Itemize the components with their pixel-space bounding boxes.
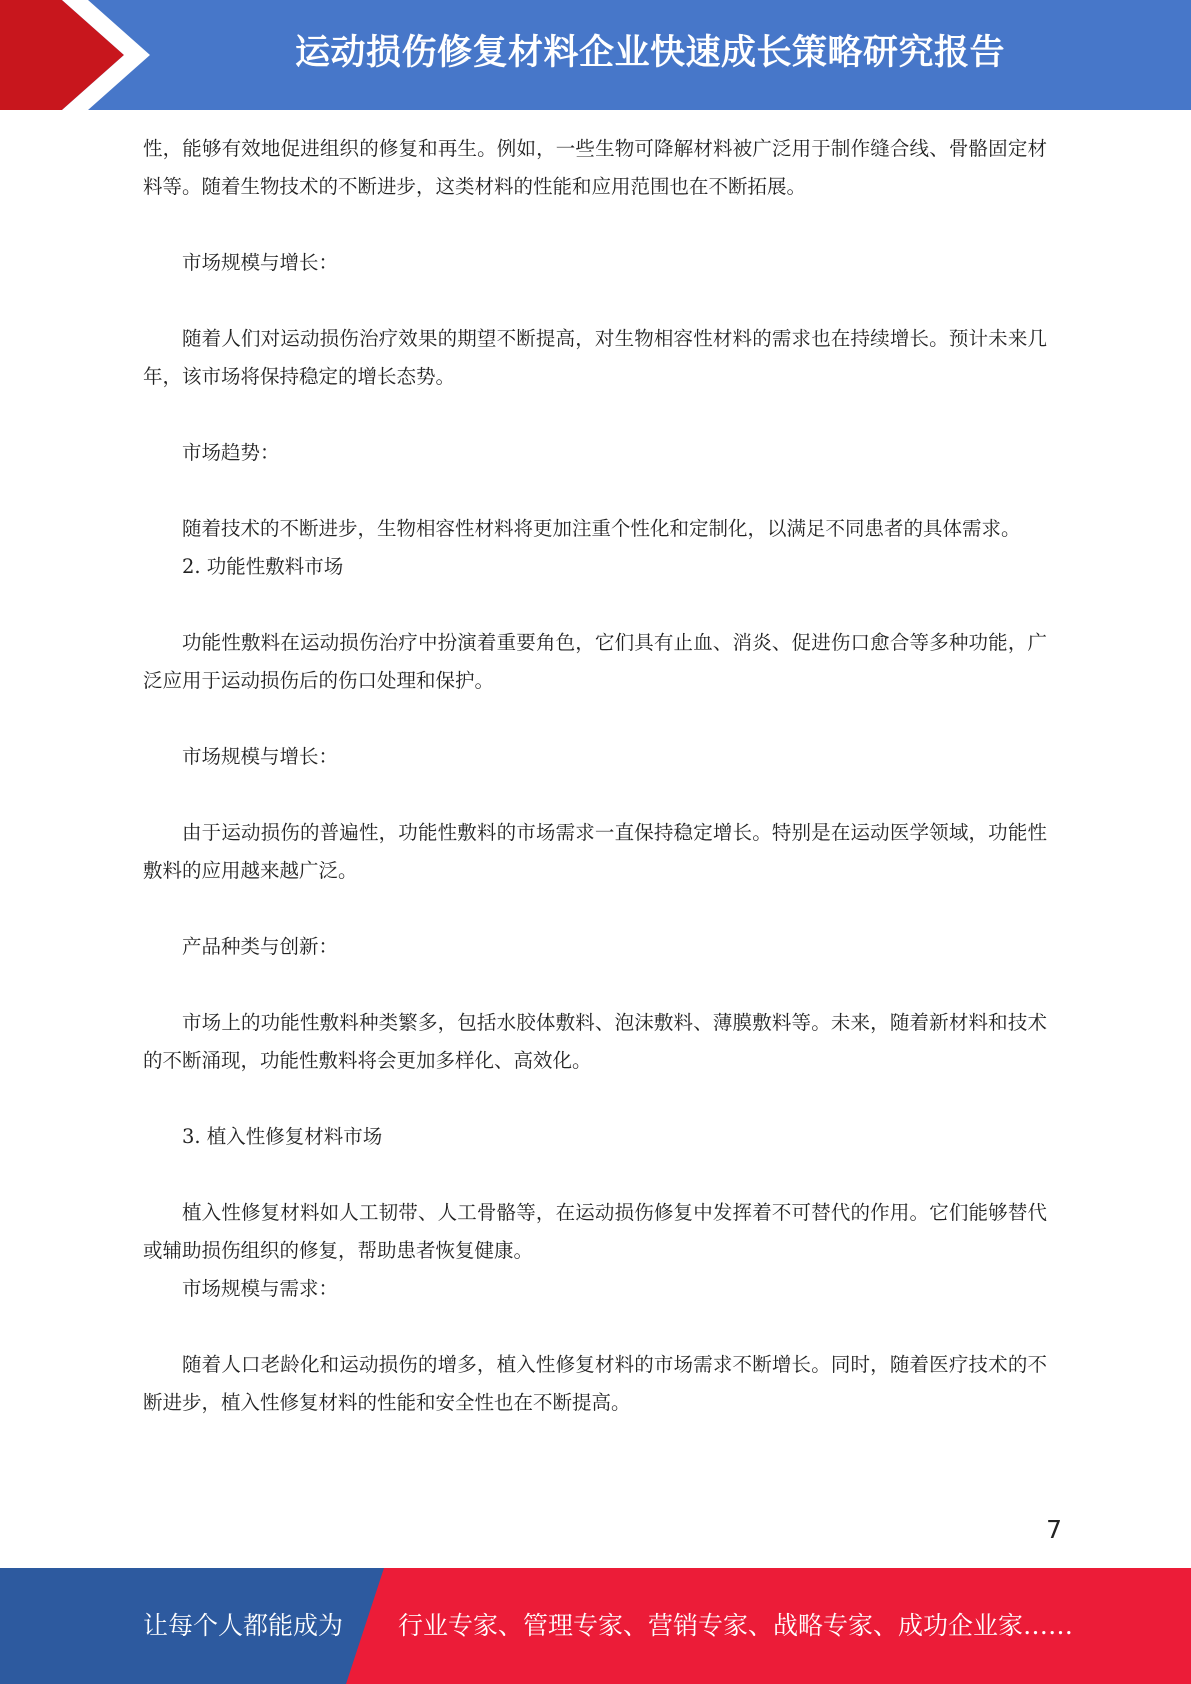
- paragraph: 随着人们对运动损伤治疗效果的期望不断提高，对生物相容性材料的需求也在持续增长。预计未来几年，该市场将保持稳定的增长态势。: [143, 327, 1047, 388]
- paragraph-spacer: [143, 206, 1047, 244]
- paragraph-spacer: [143, 700, 1047, 738]
- subheading: 市场规模与需求：: [182, 1277, 339, 1300]
- paragraph: 市场上的功能性敷料种类繁多，包括水胶体敷料、泡沫敷料、薄膜敷料等。未来，随着新材料和技术的不断涌现，功能性敷料将会更加多样化、高效化。: [143, 1011, 1047, 1072]
- paragraph-spacer: [143, 1156, 1047, 1194]
- page-content: [143, 130, 1047, 1422]
- paragraph-spacer: [143, 282, 1047, 320]
- section-heading: 3. 植入性修复材料市场: [182, 1125, 383, 1148]
- section-heading: 2. 功能性敷料市场: [182, 555, 344, 578]
- paragraph: 随着人口老龄化和运动损伤的增多，植入性修复材料的市场需求不断增长。同时，随着医疗技术的不断进步，植入性修复材料的性能和安全性也在不断提高。: [143, 1353, 1047, 1414]
- page-number: 7: [1046, 1515, 1062, 1544]
- paragraph-spacer: [143, 396, 1047, 434]
- header-arrow-graphic: [0, 0, 160, 110]
- footer-slogan-left: 让每个人都能成为: [143, 1611, 344, 1640]
- paragraph: 性，能够有效地促进组织的修复和再生。例如，一些生物可降解材料被广泛用于制作缝合线、骨骼固定材料等。随着生物技术的不断进步，这类材料的性能和应用范围也在不断拓展。: [143, 137, 1047, 198]
- subheading: 产品种类与创新：: [182, 935, 339, 958]
- paragraph: 由于运动损伤的普遍性，功能性敷料的市场需求一直保持稳定增长。特别是在运动医学领域，功能性敷料的应用越来越广泛。: [143, 821, 1047, 882]
- page-header: [0, 0, 1191, 110]
- paragraph-spacer: [143, 1308, 1047, 1346]
- paragraph: 功能性敷料在运动损伤治疗中扮演着重要角色，它们具有止血、消炎、促进伤口愈合等多种功能，广泛应用于运动损伤后的伤口处理和保护。: [143, 631, 1047, 692]
- page-footer: [0, 1568, 1191, 1684]
- subheading: 市场规模与增长：: [182, 745, 339, 768]
- paragraph-spacer: [143, 890, 1047, 928]
- paragraph-spacer: [143, 472, 1047, 510]
- footer-slogan-right: 行业专家、管理专家、营销专家、战略专家、成功企业家……: [398, 1611, 1074, 1640]
- paragraph-spacer: [143, 776, 1047, 814]
- paragraph-spacer: [143, 1080, 1047, 1118]
- paragraph: 植入性修复材料如人工韧带、人工骨骼等，在运动损伤修复中发挥着不可替代的作用。它们能够替代或辅助损伤组织的修复，帮助患者恢复健康。: [143, 1201, 1047, 1262]
- paragraph-spacer: [143, 966, 1047, 1004]
- subheading: 市场规模与增长：: [182, 251, 339, 274]
- paragraph-spacer: [143, 586, 1047, 624]
- report-title: 运动损伤修复材料企业快速成长策略研究报告: [294, 33, 1005, 73]
- paragraph: 随着技术的不断进步，生物相容性材料将更加注重个性化和定制化，以满足不同患者的具体需求。: [182, 517, 1021, 540]
- subheading: 市场趋势：: [182, 441, 280, 464]
